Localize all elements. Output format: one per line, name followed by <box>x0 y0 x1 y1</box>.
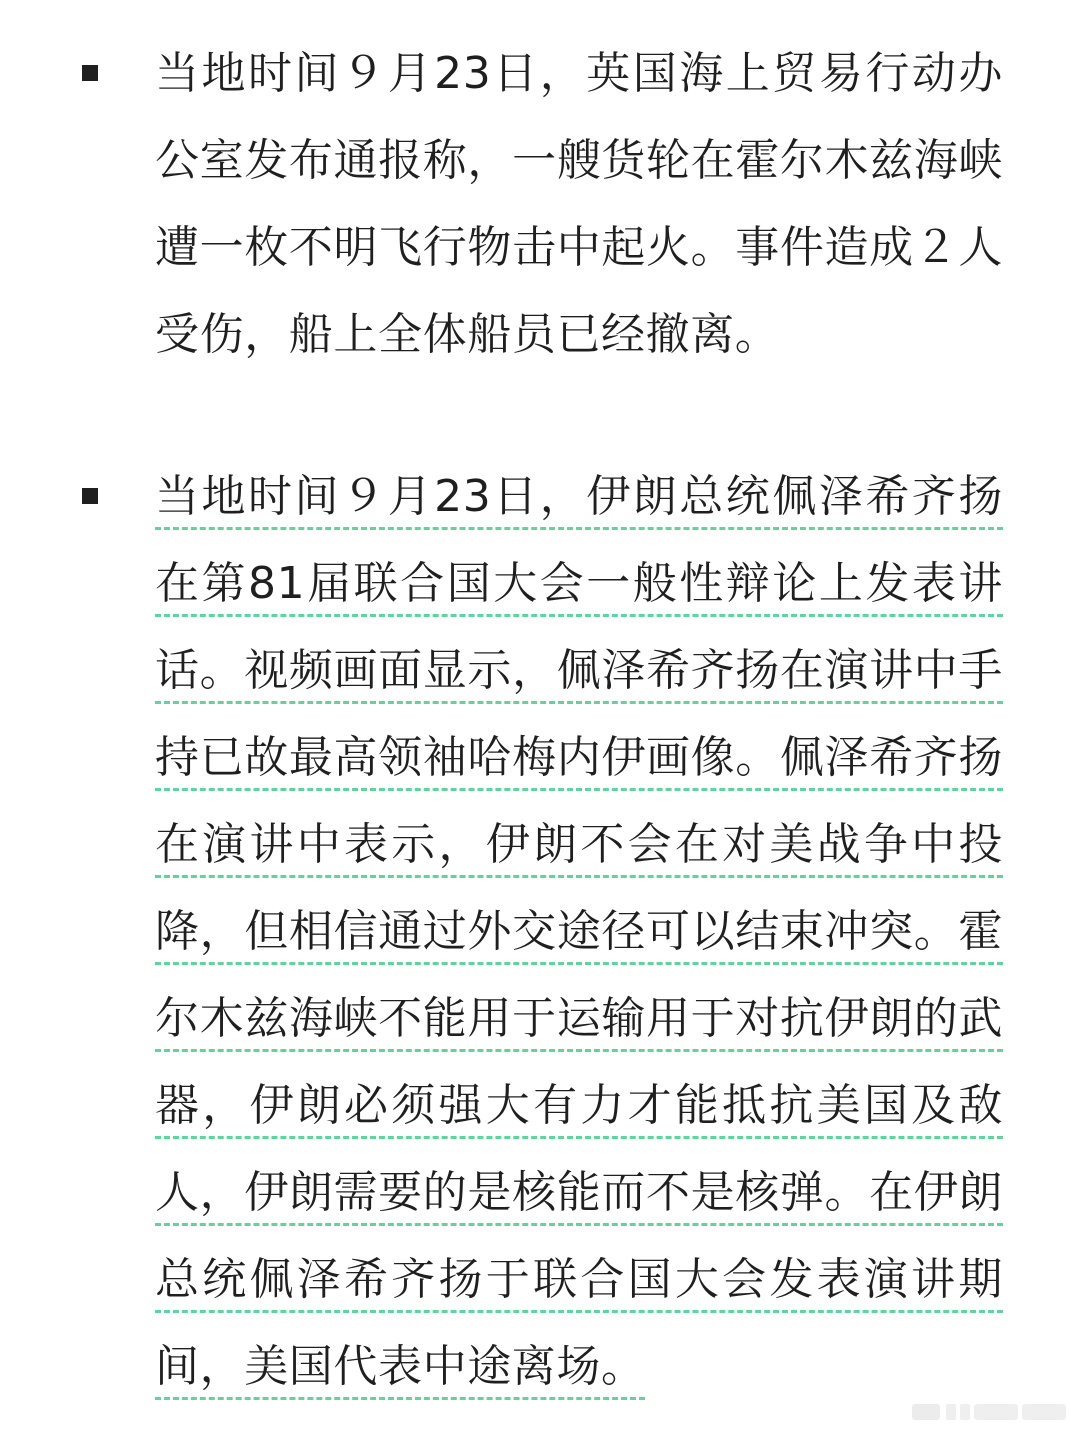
square-bullet-icon <box>82 65 98 81</box>
watermark-icon <box>910 1401 1070 1423</box>
watermark-logo <box>910 1399 1070 1425</box>
news-item-2-text: 当地时间９月23日，伊朗总统佩泽希齐扬在第81届联合国大会一般性辩论上发表讲话。视频画面显示，佩泽希齐扬在演讲中手持已故最高领袖哈梅内伊画像。佩泽希齐扬在演讲中表示，伊朗不会在对美战争中投降，但相信通过外交途径可以结束冲突。霍尔木兹海峡不能用于运输用于对抗伊朗的武器，伊朗必须强大有力才能抵抗美国及敌人，伊朗需要的是核能而不是核弹。在伊朗总统佩泽希齐扬于联合国大会发表演讲期间，美国代表中途离场。 <box>155 471 1003 1392</box>
square-bullet-icon <box>82 488 98 504</box>
news-item-1-text: 当地时间９月23日，英国海上贸易行动办公室发布通报称，一艘货轮在霍尔木兹海峡遭一枚不明飞行物击中起火。事件造成２人受伤，船上全体船员已经撤离。 <box>155 48 1003 360</box>
